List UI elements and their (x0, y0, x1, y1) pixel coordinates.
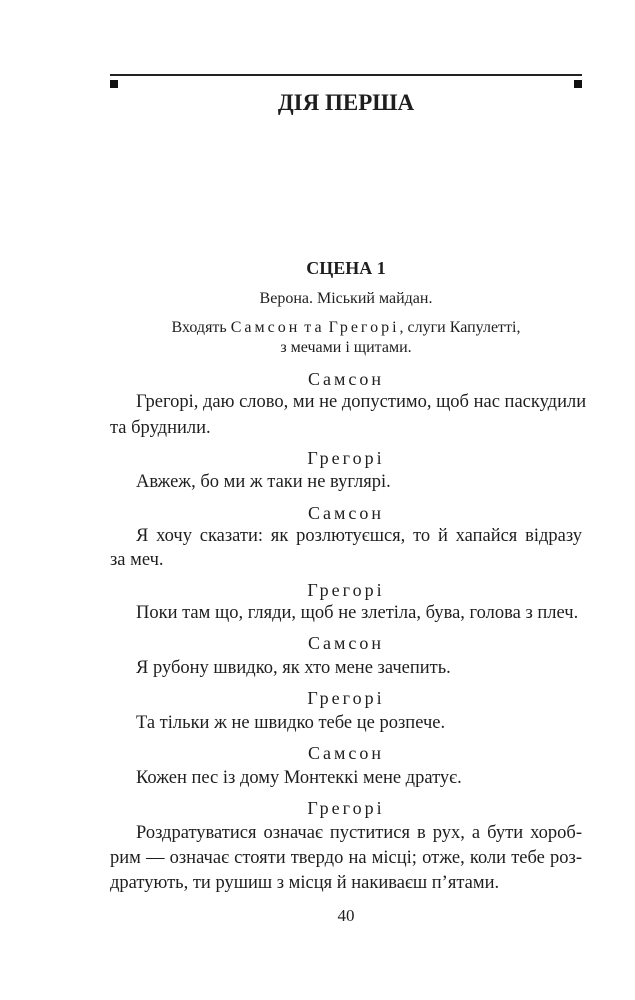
speech-line: Грегорі, даю слово, ми не допустимо, щоб нас паскудили (136, 392, 587, 412)
speech-line: дратують, ти рушиш з місця й накиваєш п’ятами. (110, 873, 500, 893)
speaker-name: Грегорі (307, 580, 385, 600)
speech-line: Кожен пес із дому Монтеккі мене дратує. (136, 768, 462, 788)
speech-line: Я хочу сказати: як розлютуєшся, то й хапайся відразу (136, 526, 582, 546)
stage-text: , слуги Капулетті, (399, 319, 521, 336)
corner-square-right (574, 80, 582, 88)
speech-line: Я рубону швидко, як хто мене зачепить. (136, 658, 451, 678)
speech-line: рим — означає стояти твердо на місці; отже, коли тебе роз- (110, 848, 582, 868)
speaker-name: Самсон (307, 369, 384, 389)
speech-line: Поки там що, гляди, щоб не злетіла, бува, голова з плеч. (136, 603, 579, 623)
speech-line: Роздратуватися означає пуститися в рух, а бути хороб- (136, 823, 582, 843)
speaker-name: Самсон (307, 743, 384, 763)
stage-entrance (110, 319, 582, 337)
header-rule (110, 74, 582, 76)
speaker-name: Грегорі (307, 798, 385, 818)
speech-line: та бруднили. (110, 418, 211, 438)
speaker-name: Грегорі (307, 688, 385, 708)
scene-title: СЦЕНА 1 (306, 258, 386, 278)
speaker-name: Самсон (307, 503, 384, 523)
corner-square-left (110, 80, 118, 88)
act-title: ДІЯ ПЕРША (277, 90, 415, 115)
speech-line: за меч. (110, 550, 164, 570)
speaker-name: Грегорі (307, 448, 385, 468)
stage-text: та (304, 319, 325, 336)
speech-line: Та тільки ж не швидко тебе це розпече. (136, 713, 446, 733)
speech-line: Авжеж, бо ми ж таки не вуглярі. (136, 472, 391, 492)
stage-character: Грегорі (328, 319, 400, 336)
stage-text: Входять (171, 319, 227, 336)
stage-place: Верона. Міський майдан. (259, 290, 433, 307)
stage-props: з мечами і щитами. (280, 339, 412, 356)
speaker-name: Самсон (307, 633, 384, 653)
stage-character: Самсон (230, 319, 301, 336)
page-number: 40 (337, 906, 355, 925)
